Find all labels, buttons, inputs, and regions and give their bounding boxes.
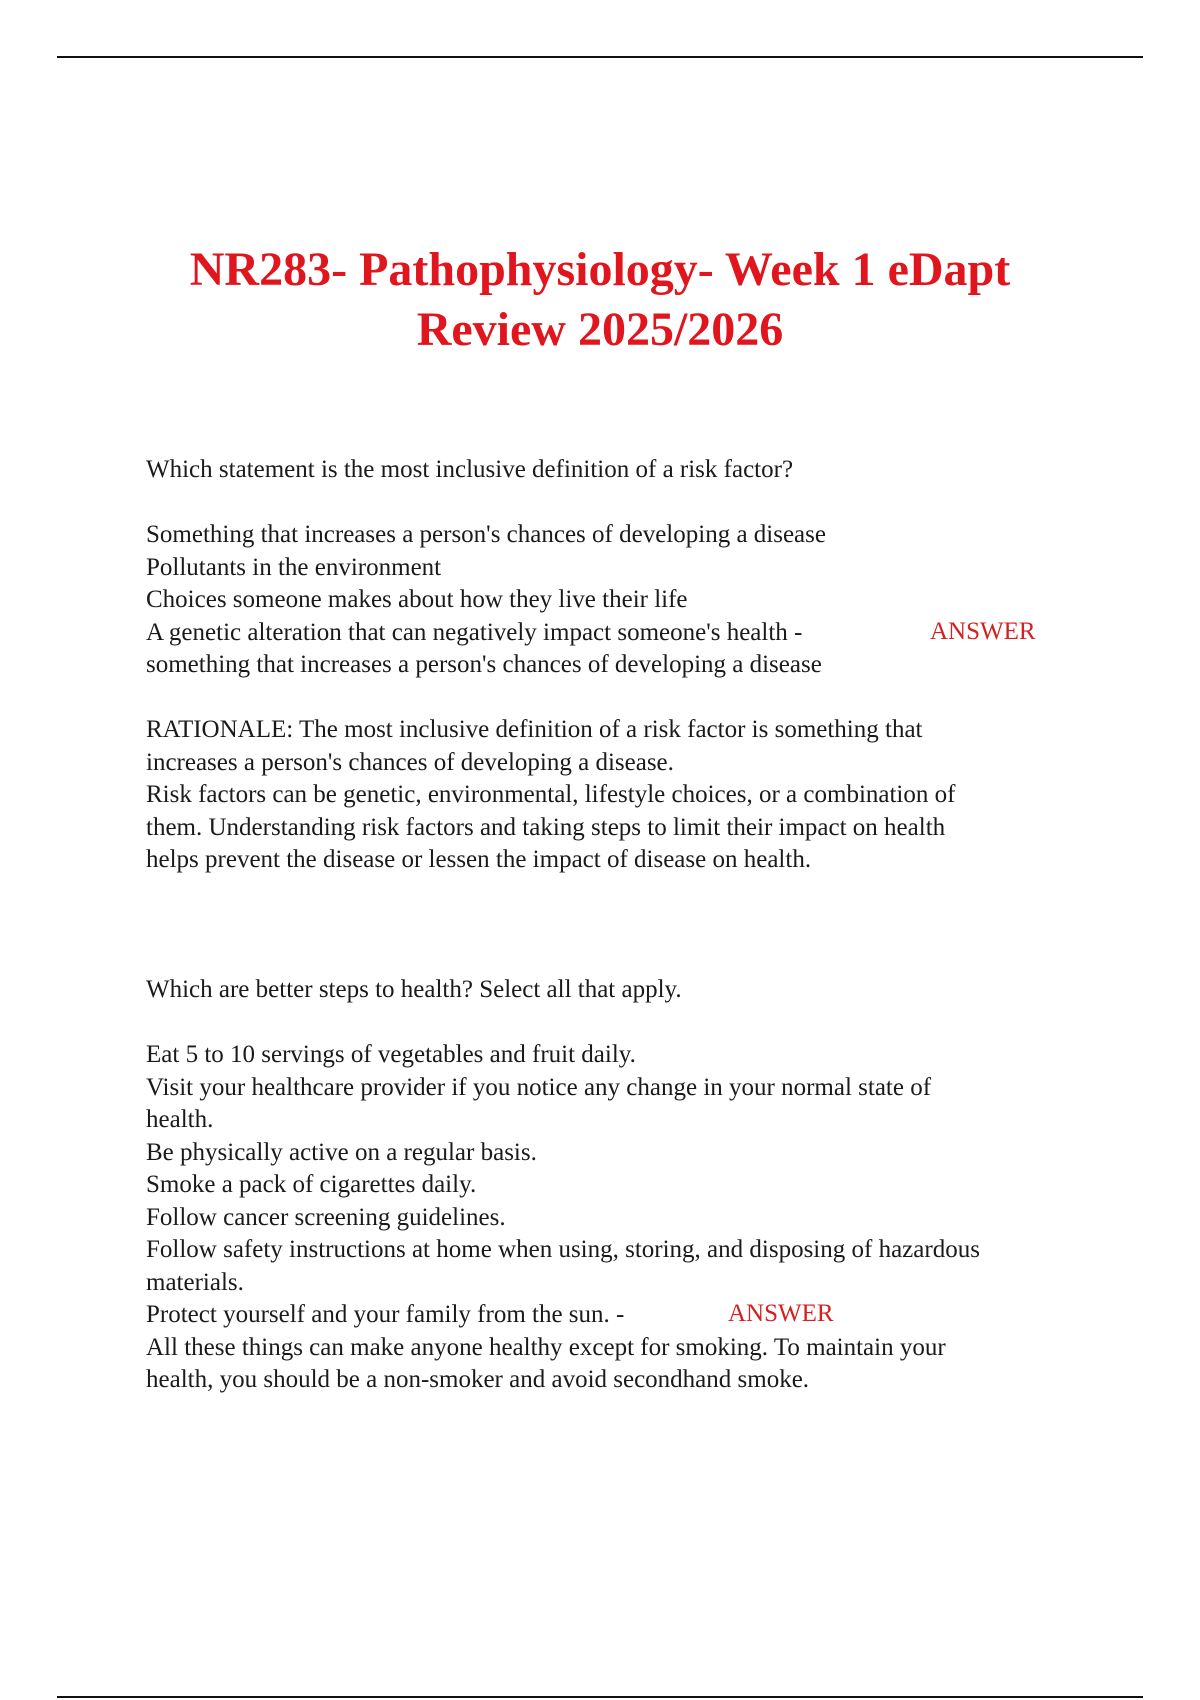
question-1-rationale <box>146 714 1106 877</box>
title-line-1: NR283- Pathophysiology- Week 1 eDapt <box>189 243 1011 296</box>
option-item: Protect yourself and your family from the sun. - <box>146 1301 625 1328</box>
option-item: Choices someone makes about how they live their life <box>146 586 688 613</box>
answer-text: health, you should be a non-smoker and avoid secondhand smoke. <box>146 1366 810 1393</box>
option-item: Smoke a pack of cigarettes daily. <box>146 1171 477 1198</box>
option-item: materials. <box>146 1268 244 1296</box>
option-item: A genetic alteration that can negatively impact someone's health - <box>146 618 803 646</box>
option-item: Eat 5 to 10 servings of vegetables and fruit daily. <box>146 1041 636 1068</box>
top-rule <box>57 56 1143 58</box>
answer-label: ANSWER <box>930 618 1036 645</box>
title-line-2: Review 2025/2026 <box>416 303 784 356</box>
option-item: health. <box>146 1106 214 1133</box>
rationale-line: helps prevent the disease or lessen the impact of disease on health. <box>146 846 812 873</box>
answer-text: All these things can make anyone healthy except for smoking. To maintain your <box>146 1333 946 1361</box>
question-1-options <box>146 519 1106 682</box>
question-2-text: Which are better steps to health? Select all that apply. <box>146 976 682 1003</box>
question-2 <box>146 974 1106 1007</box>
rationale-line: increases a person's chances of developing a disease. <box>146 748 674 776</box>
rationale-line: them. Understanding risk factors and taking steps to limit their impact on health <box>146 813 946 841</box>
question-1 <box>146 454 1106 487</box>
option-item: Follow cancer screening guidelines. <box>146 1203 506 1231</box>
document-title <box>100 240 1100 360</box>
option-item: Pollutants in the environment <box>146 553 442 581</box>
answer-text: something that increases a person's chances of developing a disease <box>146 651 822 678</box>
option-item: Follow safety instructions at home when using, storing, and disposing of hazardous <box>146 1236 980 1263</box>
answer-label: ANSWER <box>728 1300 834 1327</box>
rationale-line: RATIONALE: The most inclusive definition of a risk factor is something that <box>146 716 923 743</box>
question-1-text: Which statement is the most inclusive definition of a risk factor? <box>146 456 794 483</box>
option-item: Something that increases a person's chances of developing a disease <box>146 521 826 548</box>
question-2-options <box>146 1039 1106 1397</box>
option-item: Visit your healthcare provider if you notice any change in your normal state of <box>146 1073 932 1101</box>
rationale-line: Risk factors can be genetic, environmental, lifestyle choices, or a combination of <box>146 781 956 808</box>
bottom-rule <box>57 1696 1143 1698</box>
option-item: Be physically active on a regular basis. <box>146 1138 537 1166</box>
